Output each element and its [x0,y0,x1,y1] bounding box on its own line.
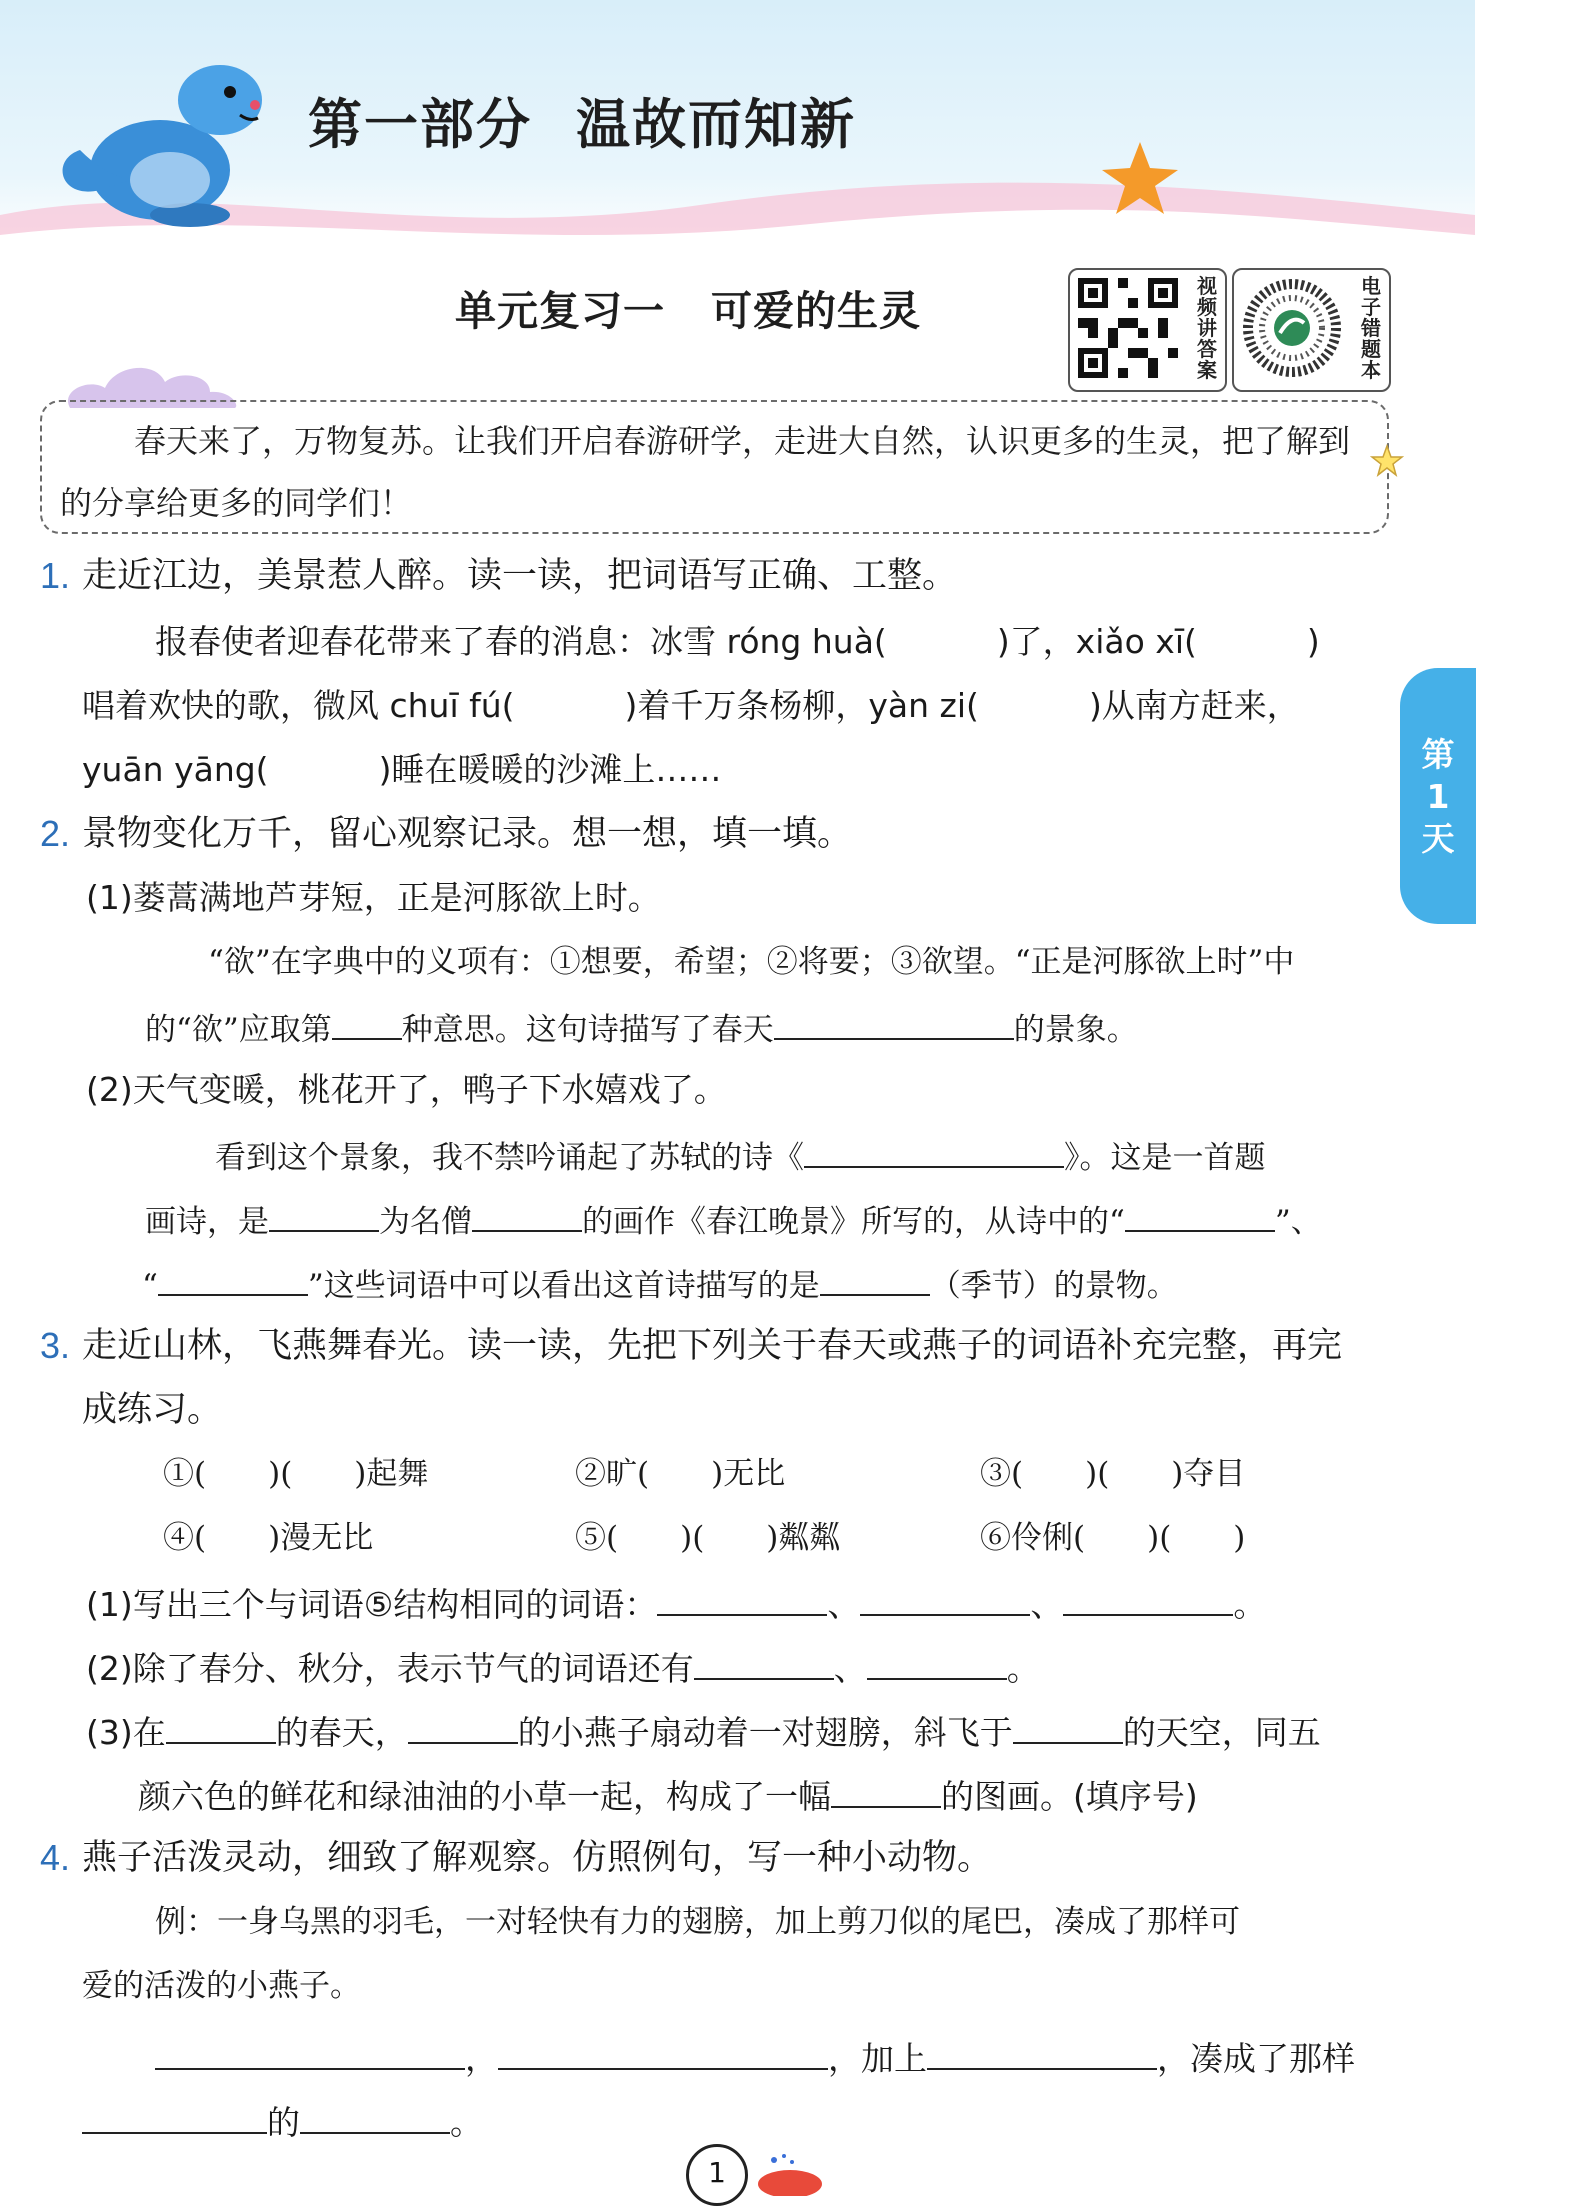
q2-s2b-2: 为名僧 [379,1204,472,1240]
answer-blank[interactable] [166,1708,276,1744]
q1-l3a: yuān yāng( [82,750,269,789]
q1-line2 [82,684,1300,728]
q4-answer-line1 [155,2034,1355,2081]
q1-l2a: 唱着欢快的歌，微风 chuī fú( [82,686,515,725]
answer-blank[interactable] [820,1260,930,1296]
q1-line3 [82,748,721,792]
q3-word5: ⑤( )( )粼粼 [575,1520,841,1556]
q2-s2c-3: （季节）的景物。 [929,1268,1178,1304]
comma: ， [465,2039,498,2078]
q3-word2: ②旷( )无比 [575,1456,786,1492]
period: 。 [450,2103,483,2142]
q3-word6: ⑥伶俐( )( ) [980,1520,1246,1556]
part-name: 温故而知新 [576,93,856,156]
q4-text: 的 [267,2103,300,2142]
q3-p3b-text: 颜六色的鲜花和绿油油的小草一起，构成了一幅 [138,1777,831,1816]
answer-blank[interactable] [694,1644,834,1680]
q1-l1b: )了，xiǎo xī( [996,622,1197,661]
q4-example-line2: 爱的活泼的小燕子。 [82,1968,361,2004]
q2-s2c-2: ”这些词语中可以看出这首诗描写的是 [307,1268,820,1304]
period: 。 [1006,1649,1040,1688]
q2-title: 景物变化万千，留心观察记录。想一想，填一填。 [82,814,853,854]
q1-l1c: ) [1306,622,1320,661]
period: 。 [1233,1585,1267,1624]
error-notebook-qr[interactable] [1232,268,1391,392]
q3-p3 [86,1708,1321,1755]
q1-title: 走近江边，美景惹人醉。读一读，把词语写正确、工整。 [82,556,958,596]
separator: 、 [827,1585,861,1624]
answer-blank[interactable] [82,2098,267,2134]
q2-s1b-3: 的景象。 [1013,1012,1138,1048]
q2-s2b-3: 的画作《春江晚景》所写的，从诗中的“ [582,1204,1125,1240]
unit-name: 可爱的生灵 [711,287,921,335]
answer-blank[interactable] [1125,1196,1275,1232]
answer-blank[interactable] [269,1196,379,1232]
page-number: 1 [708,2156,726,2189]
q3-title1: 走近山林，飞燕舞春光。读一读，先把下列关于春天或燕子的词语补充完整，再完 [82,1326,1343,1366]
answer-blank[interactable] [804,1132,1064,1168]
q3-p3-text: 的春天， [275,1713,408,1752]
unit-label: 单元复习一 [455,287,665,335]
answer-blank[interactable] [408,1708,518,1744]
answer-blank[interactable] [774,1004,1014,1040]
q3-p1-text: (1)写出三个与词语⑤结构相同的词语： [86,1585,658,1624]
answer-blank[interactable] [1013,1708,1123,1744]
q4-title: 燕子活泼灵动，细致了解观察。仿照例句，写一种小动物。 [82,1838,993,1878]
qr-code-icon [1078,278,1178,378]
day-tab-label: 第1天 [1421,735,1455,858]
q1-l1a: 报春使者迎春花带来了春的消息：冰雪 róng huà( [155,622,887,661]
q2-s2b-1: 画诗，是 [145,1204,269,1240]
answer-blank[interactable] [1063,1580,1233,1616]
q4-answer-line2 [82,2098,483,2145]
q2-s2c-1: “ [142,1268,158,1304]
answer-blank[interactable] [927,2034,1157,2070]
q4-text: ，凑成了那样 [1157,2039,1355,2078]
q4-example-line1: 例：一身乌黑的羽毛，一对轻快有力的翅膀，加上剪刀似的尾巴，凑成了那样可 [155,1904,1240,1940]
q2-s2a-1: 看到这个景象，我不禁吟诵起了苏轼的诗《 [215,1140,804,1176]
q3-p3-text: 的天空，同五 [1122,1713,1321,1752]
q2-s2a [215,1132,1266,1180]
q3-word4: ④( )漫无比 [163,1520,374,1556]
video-answer-qr[interactable] [1068,268,1227,392]
q3-p3-text: (3)在 [86,1713,166,1752]
q2-s1b-1: 的“欲”应取第 [145,1012,332,1048]
answer-blank[interactable] [332,1004,402,1040]
q2-s2a-2: 》。这是一首题 [1064,1140,1266,1176]
qr1-label: 视频讲答案 [1197,274,1217,382]
q2-s1a: “欲”在字典中的义项有：①想要，希望；②将要；③欲望。“正是河豚欲上时”中 [208,944,1295,980]
q3-p3-text: 的小燕子扇动着一对翅膀，斜飞于 [517,1713,1013,1752]
unit-title [455,278,921,337]
answer-blank[interactable] [498,2034,828,2070]
q1-line1 [155,620,1320,664]
q2-s1: (1)蒌蒿满地芦芽短，正是河豚欲上时。 [86,878,661,917]
q3-p3b-text: 的图画。(填序号) [941,1777,1198,1816]
intro-text: 春天来了，万物复苏。让我们开启春游研学，走进大自然，认识更多的生灵，把了解到的分享给更多的同学们！ [60,422,1351,522]
starfish-icon [1100,138,1180,218]
qr2-label: 电子错题本 [1361,274,1381,382]
q2-s1b-2: 种意思。这句诗描写了春天 [401,1012,774,1048]
q3-word1: ①( )( )起舞 [163,1456,429,1492]
q3-word3: ③( )( )夺目 [980,1456,1246,1492]
answer-blank[interactable] [472,1196,582,1232]
q2-s2c [142,1260,1178,1308]
seal-mascot-icon [40,40,270,240]
q2-number: 2. [40,813,71,854]
q3-p3b [138,1772,1198,1819]
answer-blank[interactable] [158,1260,308,1296]
answer-blank[interactable] [657,1580,827,1616]
answer-blank[interactable] [860,1580,1030,1616]
q2-s2b [145,1196,1322,1244]
answer-blank[interactable] [831,1772,941,1808]
q3-p1 [86,1580,1266,1627]
separator: 、 [833,1649,867,1688]
part-label: 第一部分 [308,93,532,156]
part-title [308,82,856,159]
q4-text: ，加上 [828,2039,927,2078]
separator: 、 [1030,1585,1064,1624]
q1-l2b: )着千万条杨柳，yàn zi( [624,686,979,725]
star-icon [1370,444,1404,478]
fish-icon [740,2150,830,2196]
q1-number: 1. [40,555,71,596]
q2-s1b [145,1004,1138,1052]
answer-blank[interactable] [300,2098,450,2134]
q2-s2: (2)天气变暖，桃花开了，鸭子下水嬉戏了。 [86,1070,727,1109]
answer-blank[interactable] [867,1644,1007,1680]
q4-number: 4. [40,1837,71,1878]
q3-p2-text: (2)除了春分、秋分，表示节气的词语还有 [86,1649,694,1688]
q2-s2b-4: ”、 [1274,1204,1322,1240]
q3-number: 3. [40,1325,71,1366]
q3-p2 [86,1644,1040,1691]
mini-program-code-icon [1242,278,1342,378]
q1-l2c: )从南方赶来， [1088,686,1300,725]
q3-title2: 成练习。 [82,1390,223,1430]
answer-blank[interactable] [155,2034,465,2070]
q1-l3b: )睡在暖暖的沙滩上…… [378,750,722,789]
